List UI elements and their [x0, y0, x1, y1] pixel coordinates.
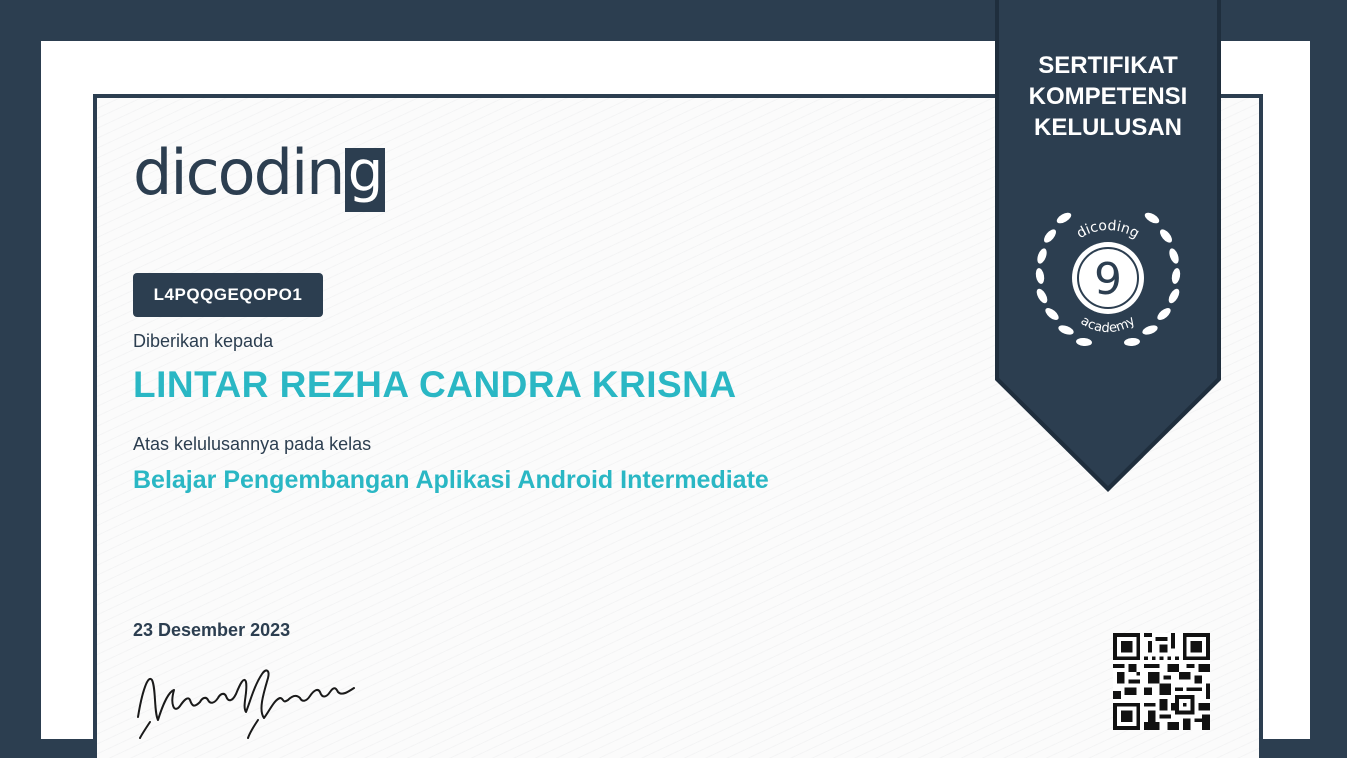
- emblem-top-text: [1074, 218, 1142, 242]
- logo-g-box: g: [345, 148, 385, 212]
- completion-label: Atas kelulusannya pada kelas: [133, 434, 372, 454]
- academy-emblem: [1026, 196, 1190, 356]
- badge-line-3: KELULUSAN: [1034, 114, 1182, 141]
- emblem-number: 9: [1094, 254, 1122, 305]
- verification-qr-code[interactable]: [1113, 633, 1210, 730]
- emblem-bottom-textpath: academy: [1077, 313, 1139, 337]
- certificate-id-badge: L4PQQGEQOPO1: [133, 273, 323, 317]
- emblem-bottom-text: [1078, 313, 1138, 336]
- badge-title: [995, 50, 1221, 143]
- badge-line-2: KOMPETENSI: [1028, 83, 1188, 110]
- signature-image: [130, 662, 380, 739]
- course-title: Belajar Pengembangan Aplikasi Android Intermediate: [133, 466, 769, 494]
- issue-date: 23 Desember 2023: [133, 620, 291, 640]
- recipient-name: LINTAR REZHA CANDRA KRISNA: [133, 364, 737, 405]
- badge-line-1: SERTIFIKAT: [1038, 52, 1178, 79]
- emblem-top-textpath: dicoding: [1073, 217, 1143, 242]
- dicoding-logo: [133, 124, 385, 209]
- given-to-label: Diberikan kepada: [133, 331, 274, 351]
- logo-wordmark: dicodin: [133, 136, 344, 209]
